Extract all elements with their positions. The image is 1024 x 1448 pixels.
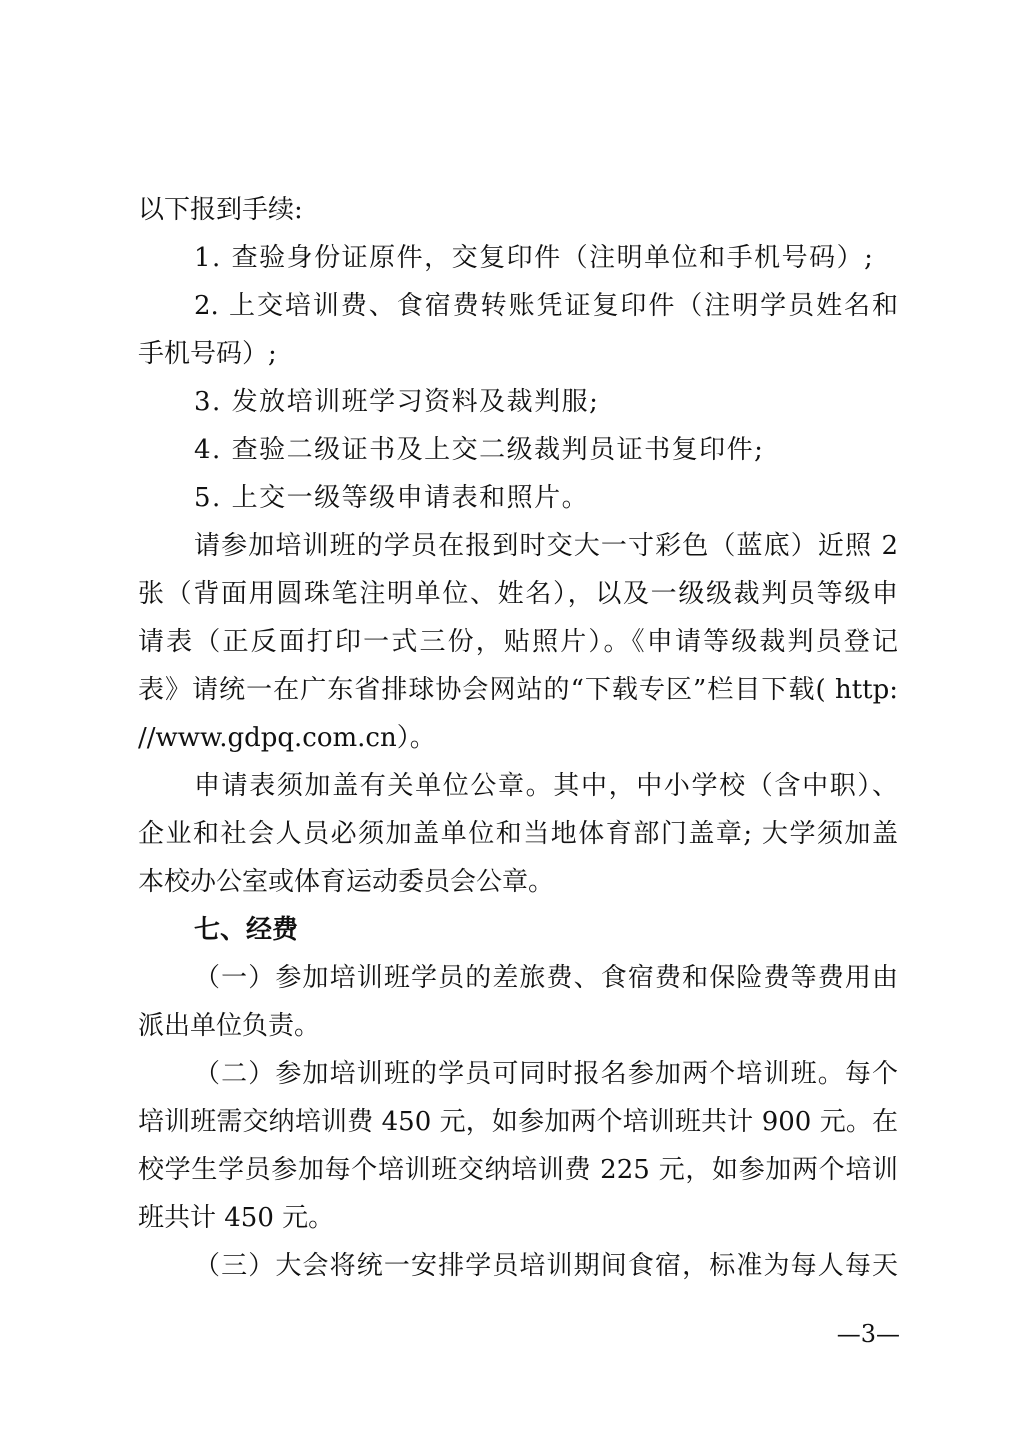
- text-line: 以下报到手续:: [138, 195, 303, 225]
- paragraph-line: 派出单位负责。: [138, 1011, 321, 1041]
- paragraph-line: 校学生学员参加每个培训班交纳培训费 225 元，如参加两个培训: [138, 1155, 898, 1185]
- list-item-1: 1. 查验身份证原件，交复印件（注明单位和手机号码）;: [194, 243, 875, 273]
- list-item-2: 2. 上交培训费、食宿费转账凭证复印件（注明学员姓名和: [194, 291, 898, 321]
- paragraph-line: 请表（正反面打印一式三份，贴照片）。《申请等级裁判员登记: [138, 627, 898, 657]
- paragraph-line: 企业和社会人员必须加盖单位和当地体育部门盖章; 大学须加盖: [138, 819, 898, 849]
- paragraph-line: 本校办公室或体育运动委员会公章。: [138, 867, 555, 897]
- list-item-3: 3. 发放培训班学习资料及裁判服;: [194, 387, 600, 417]
- paragraph-line: 请参加培训班的学员在报到时交大一寸彩色（蓝底）近照 2: [194, 531, 898, 561]
- list-item-4: 4. 查验二级证书及上交二级裁判员证书复印件;: [194, 435, 765, 465]
- paragraph-line: 培训班需交纳培训费 450 元，如参加两个培训班共计 900 元。在: [138, 1107, 898, 1137]
- list-item-5: 5. 上交一级等级申请表和照片。: [194, 483, 590, 513]
- paragraph-line: （二）参加培训班的学员可同时报名参加两个培训班。每个: [194, 1059, 898, 1089]
- page-number: —3—: [836, 1320, 900, 1348]
- paragraph-line: （一）参加培训班学员的差旅费、食宿费和保险费等费用由: [194, 963, 898, 993]
- paragraph-line: 申请表须加盖有关单位公章。其中，中小学校（含中职）、: [194, 771, 898, 801]
- document-body: [138, 186, 898, 1290]
- paragraph-line: //www.gdpq.com.cn）。: [138, 723, 436, 753]
- paragraph-line: 表》请统一在广东省排球协会网站的“下载专区”栏目下载( http:: [138, 675, 898, 705]
- section-heading: 七、经费: [194, 915, 299, 945]
- paragraph-line: 班共计 450 元。: [138, 1203, 335, 1233]
- paragraph-line: （三）大会将统一安排学员培训期间食宿，标准为每人每天: [194, 1251, 898, 1281]
- text-line: 手机号码）;: [138, 339, 277, 369]
- paragraph-line: 张（背面用圆珠笔注明单位、姓名），以及一级级裁判员等级申: [138, 579, 898, 609]
